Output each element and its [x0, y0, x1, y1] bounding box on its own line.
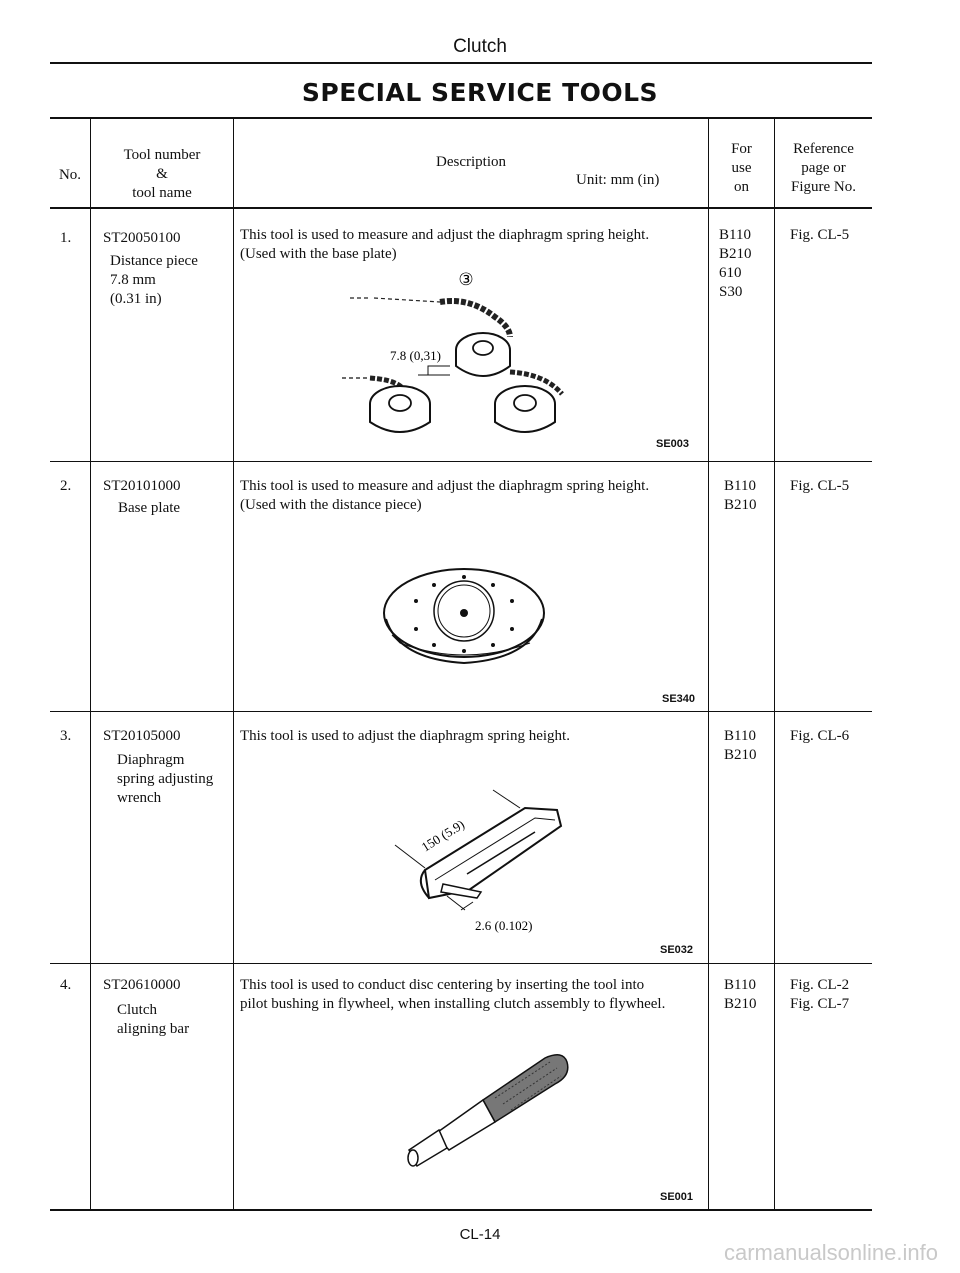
- model: 610: [719, 265, 742, 281]
- reference: Fig. CL-5: [790, 227, 850, 243]
- tool-name: Base plate: [118, 500, 181, 516]
- hole: [432, 583, 436, 587]
- row-number: 1.: [60, 230, 72, 246]
- header-tool-line: &: [156, 166, 168, 182]
- base-plate-center-hole: [460, 609, 468, 617]
- page-title: SPECIAL SERVICE TOOLS: [301, 78, 659, 107]
- header-no: No.: [58, 167, 82, 183]
- for-use: [724, 727, 757, 765]
- header-tool: [91, 146, 233, 203]
- tool-name-line: wrench: [117, 790, 162, 806]
- tool-name-line: aligning bar: [117, 1021, 190, 1037]
- hole: [414, 599, 418, 603]
- row-number: 2.: [60, 478, 72, 494]
- distance-piece-illustration: [300, 262, 620, 452]
- dimension-line: [493, 790, 520, 808]
- description: [240, 226, 649, 264]
- model: B210: [724, 996, 757, 1012]
- header-for-use: [709, 140, 774, 197]
- column-divider: [233, 118, 234, 1210]
- tool-name: [117, 751, 213, 808]
- description-line: (Used with the base plate): [240, 246, 397, 262]
- dimension-label: 150 (5.9): [418, 816, 468, 855]
- header-unit: Unit: mm (in): [576, 172, 660, 188]
- for-use: [724, 477, 757, 515]
- model: B110: [724, 977, 756, 993]
- dimension-line: [418, 366, 450, 375]
- section-header: Clutch: [453, 36, 507, 57]
- hole: [491, 643, 495, 647]
- model: B110: [719, 227, 751, 243]
- tool-number: ST20105000: [103, 728, 181, 744]
- distance-piece: [456, 350, 510, 376]
- header-reference: [775, 140, 872, 197]
- model: B210: [724, 747, 757, 763]
- chain-link: [350, 298, 440, 302]
- row-divider: [50, 711, 872, 712]
- row-number: 4.: [60, 977, 72, 993]
- figure-code: SE003: [656, 438, 690, 450]
- tool-name-line: spring adjusting: [117, 771, 214, 787]
- hole: [414, 627, 418, 631]
- reference: [790, 976, 849, 1014]
- reference-line: Fig. CL-2: [790, 977, 850, 993]
- header-description: Description: [436, 154, 506, 170]
- aligning-bar-illustration: [395, 1048, 575, 1168]
- dimension-line: [447, 896, 473, 910]
- description: [240, 976, 665, 1014]
- knurled-handle: [483, 1055, 568, 1122]
- table-bottom-rule: [50, 1209, 872, 1211]
- description-line: This tool is used to measure and adjust the diaphragm spring height.: [240, 478, 650, 494]
- distance-piece: [370, 404, 430, 432]
- column-divider: [90, 118, 91, 1210]
- reference-line: Fig. CL-7: [790, 996, 850, 1012]
- table-top-rule: [50, 117, 872, 119]
- base-plate-illustration: [380, 563, 550, 668]
- watermark: carmanualsonline.info: [723, 1240, 938, 1265]
- dimension-line: [395, 845, 425, 868]
- hole: [491, 583, 495, 587]
- figure-marker: ③: [458, 270, 474, 289]
- reference: Fig. CL-5: [790, 478, 850, 494]
- header-for-line: For: [731, 141, 752, 157]
- description: This tool is used to adjust the diaphragm spring height.: [240, 728, 570, 744]
- header-ref-line: Reference: [793, 141, 854, 157]
- description-line: pilot bushing in flywheel, when installing clutch assembly to flywheel.: [240, 996, 666, 1012]
- tool-name: [117, 1001, 189, 1039]
- column-divider: [708, 118, 709, 1210]
- header-ref-line: Figure No.: [791, 179, 856, 195]
- chain-link: [440, 301, 510, 337]
- description-line: This tool is used to conduct disc centering by inserting the tool into: [240, 977, 645, 993]
- header-tool-line: Tool number: [123, 147, 201, 163]
- tool-name-line: Diaphragm: [117, 752, 185, 768]
- model: B110: [724, 478, 756, 494]
- figure-code: SE340: [662, 693, 696, 705]
- description-line: This tool is used to measure and adjust the diaphragm spring height.: [240, 227, 650, 243]
- row-divider: [50, 963, 872, 964]
- hole: [510, 627, 514, 631]
- hole: [462, 575, 466, 579]
- row-number: 3.: [60, 728, 72, 744]
- model: B210: [719, 246, 752, 262]
- tool-name-line: (0.31 in): [110, 291, 162, 307]
- tool-number: ST20050100: [103, 230, 181, 246]
- page-number: CL-14: [459, 1226, 501, 1243]
- row-divider: [50, 461, 872, 462]
- table-header-rule: [50, 207, 872, 209]
- hole: [510, 599, 514, 603]
- wrench-illustration: [385, 770, 585, 935]
- for-use: [719, 226, 752, 302]
- header-for-line: use: [731, 160, 752, 176]
- description-line: (Used with the distance piece): [240, 497, 422, 513]
- column-divider: [774, 118, 775, 1210]
- model: B110: [724, 728, 756, 744]
- model: B210: [724, 497, 757, 513]
- tool-number: ST20610000: [103, 977, 181, 993]
- header-ref-line: page or: [801, 160, 846, 176]
- hole: [432, 643, 436, 647]
- tool-number: ST20101000: [103, 478, 181, 494]
- dimension-label: 7.8 (0,31): [390, 348, 441, 363]
- for-use: [724, 976, 757, 1014]
- tool-name-line: Distance piece: [110, 253, 198, 269]
- reference: Fig. CL-6: [790, 728, 850, 744]
- header-tool-line: tool name: [132, 185, 192, 201]
- dimension-label: 2.6 (0.102): [475, 918, 533, 933]
- hole: [462, 649, 466, 653]
- description: [240, 477, 649, 515]
- header-for-line: on: [734, 179, 749, 195]
- header-rule: [50, 62, 872, 64]
- model: S30: [719, 284, 743, 300]
- bar-pilot-tip: [408, 1150, 418, 1166]
- figure-code: SE032: [660, 944, 694, 956]
- figure-code: SE001: [660, 1191, 694, 1203]
- tool-name-line: 7.8 mm: [110, 272, 156, 288]
- distance-piece: [495, 404, 555, 432]
- tool-name: [110, 252, 198, 309]
- tool-name-line: Clutch: [117, 1002, 157, 1018]
